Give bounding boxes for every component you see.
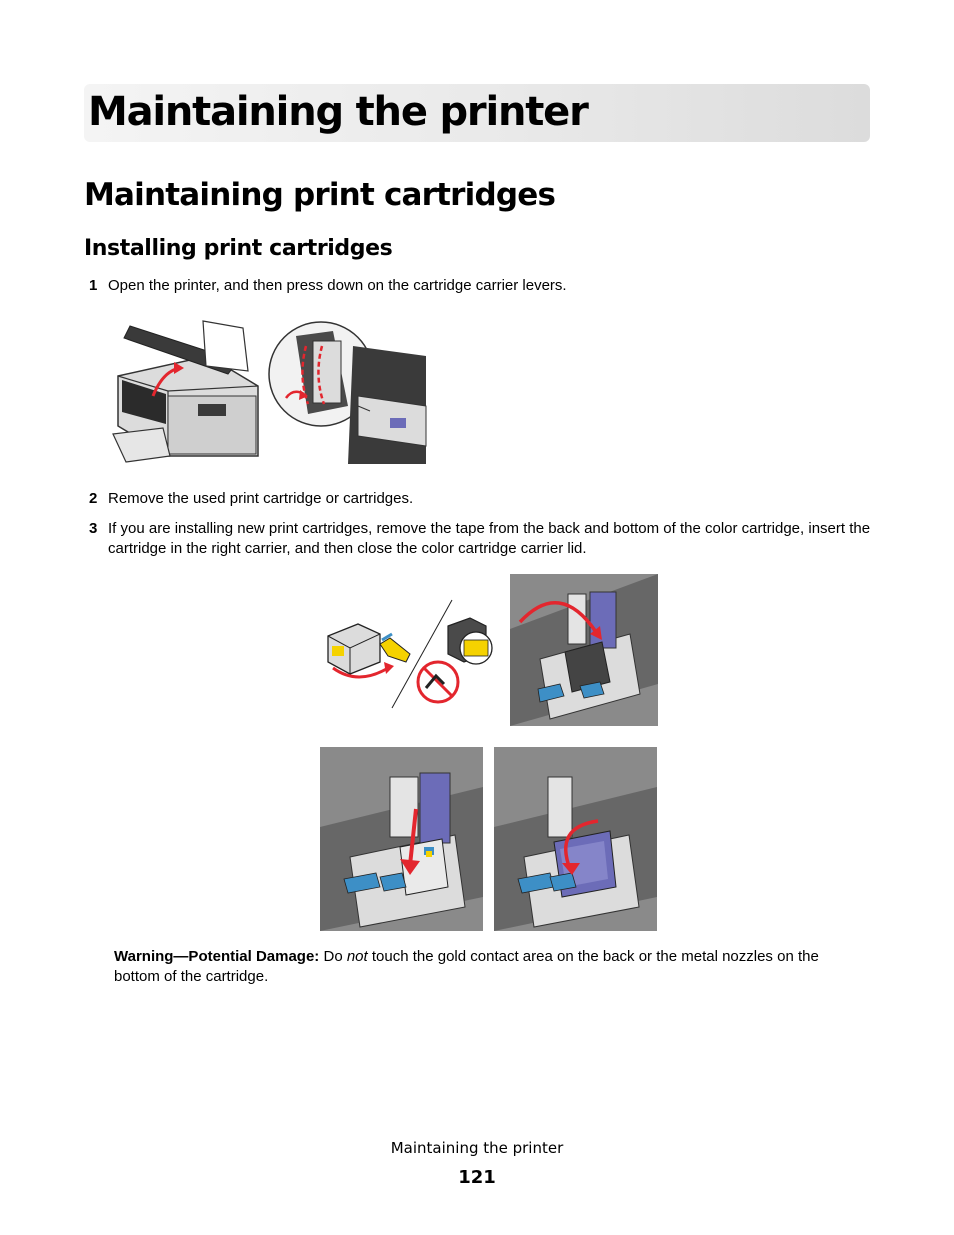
insert-cartridge-illustration bbox=[510, 574, 658, 726]
close-carrier-lid-illustration bbox=[494, 747, 657, 931]
section-title: Maintaining print cartridges bbox=[84, 177, 556, 213]
footer-chapter-label: Maintaining the printer bbox=[390, 1139, 564, 1157]
warning-note bbox=[114, 947, 864, 987]
printer-open-illustration bbox=[108, 316, 428, 466]
subsection-title: Installing print cartridges bbox=[84, 236, 393, 261]
remove-tape-illustration bbox=[318, 596, 500, 710]
step-1-text: Open the printer, and then press down on the cartridge carrier levers. bbox=[108, 277, 567, 294]
chapter-title: Maintaining the printer bbox=[88, 89, 588, 135]
warning-text-before: Do bbox=[319, 948, 347, 965]
warning-emphasis: not bbox=[346, 948, 368, 965]
step-2-number: 2 bbox=[89, 490, 98, 507]
warning-text-after: touch the gold contact area on the back or the metal nozzles on the bottom of the cartridge. bbox=[114, 948, 819, 985]
step-2-text: Remove the used print cartridge or cartridges. bbox=[108, 490, 414, 507]
step-1-number: 1 bbox=[89, 277, 98, 294]
warning-label: Warning—Potential Damage: bbox=[114, 948, 320, 965]
cartridge-drop-illustration bbox=[320, 747, 483, 931]
page-number: 121 bbox=[458, 1167, 496, 1188]
step-3-number: 3 bbox=[89, 520, 98, 537]
step-3-text: If you are installing new print cartridges, remove the tape from the back and bottom of the color cartridge, insert the cartridge in the right carrier, and then close the color cartridge carrier lid. bbox=[108, 520, 871, 557]
